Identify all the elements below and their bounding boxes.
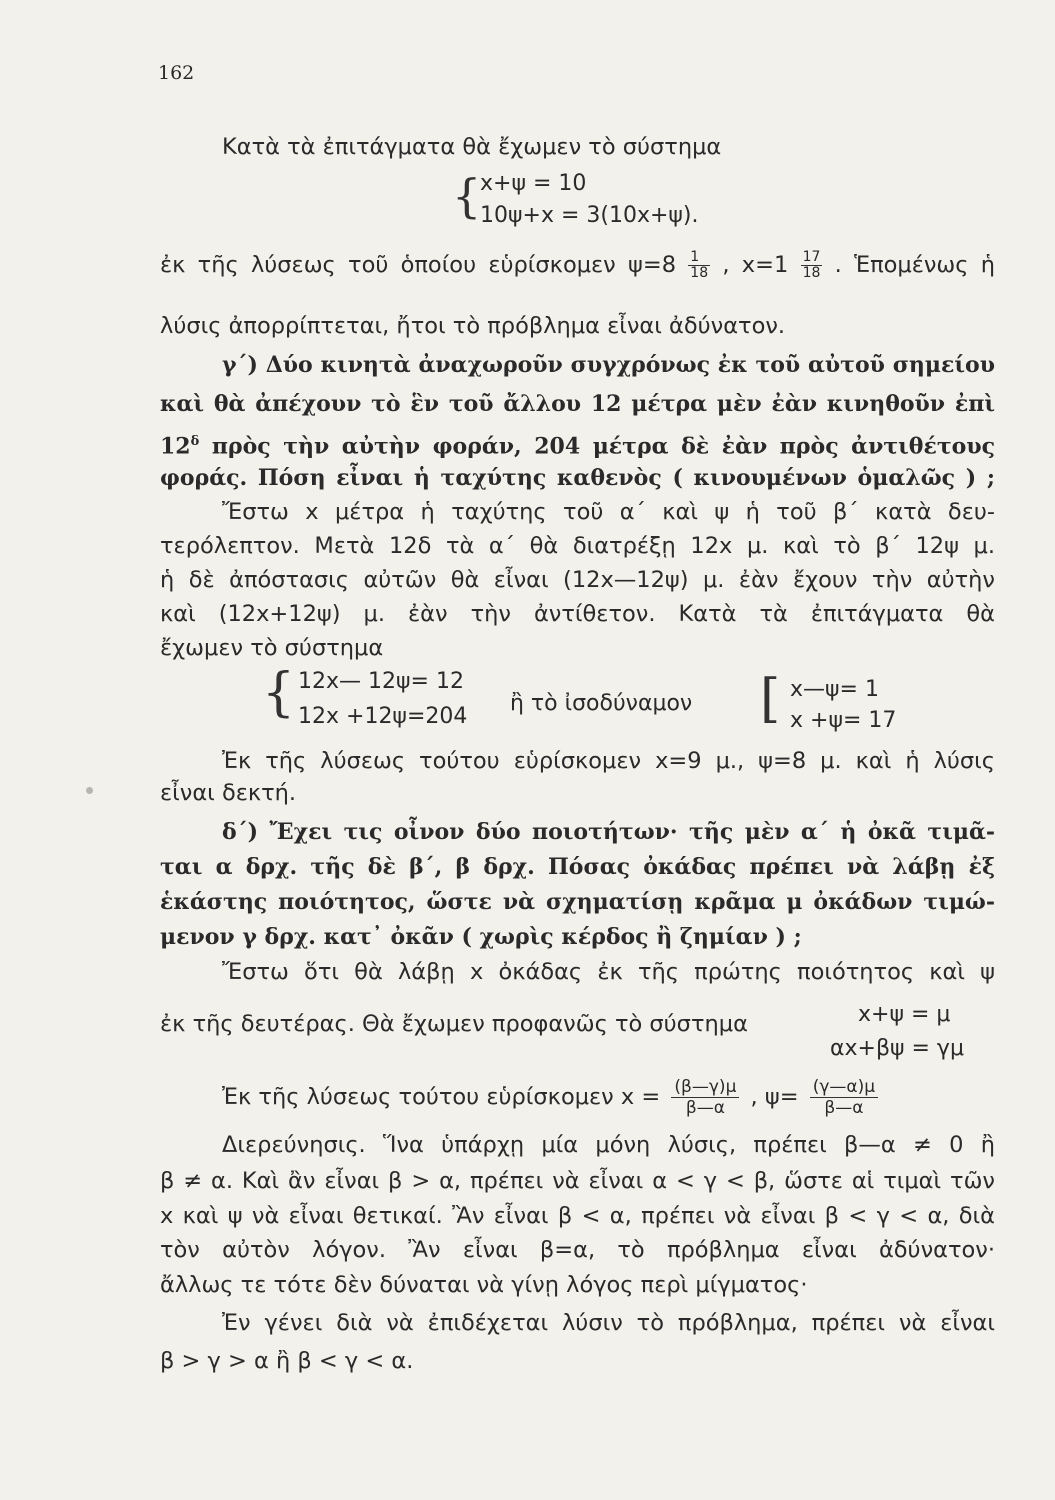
fraction — [810, 1077, 878, 1118]
fraction-numerator: 1 — [688, 250, 710, 266]
text-line — [160, 250, 995, 281]
text-line: τὸν αὐτὸν λόγον. Ἂν εἶναι β=α, τὸ πρόβλημα εἶναι ἀδύνατον· — [160, 1237, 995, 1263]
text-segment: ἐκ τῆς λύσεως τοῦ ὁποίου εὑρίσκομεν ψ=8 — [160, 252, 677, 278]
system-brace: { — [452, 169, 482, 223]
text-line: λύσις ἀπορρίπτεται, ἤτοι τὸ πρόβλημα εἶναι ἀδύνατον. — [160, 313, 786, 339]
fraction — [801, 250, 823, 281]
problem-text: φοράς. Πόση εἶναι ἡ ταχύτης καθενὸς ( κινουμένων ὁμαλῶς ) ; — [160, 465, 995, 491]
equation: 12x— 12ψ= 12 — [298, 669, 464, 694]
text-line: εἶναι δεκτή. — [160, 780, 297, 806]
fraction-numerator: (β—γ)μ — [671, 1077, 739, 1098]
text-segment: 12 — [160, 433, 191, 460]
equation: x—ψ= 1 — [790, 677, 879, 702]
text-line: Διερεύνησις. Ἵνα ὑπάρχῃ μία μόνη λύσις, πρέπει β—α ≠ 0 ἢ — [222, 1132, 995, 1158]
text-line: Ἐκ τῆς λύσεως τούτου εὑρίσκομεν x=9 μ., ψ=8 μ. καὶ ἡ λύσις — [222, 748, 995, 774]
problem-heading: δ΄) Ἔχει τις οἶνον δύο ποιοτήτων· τῆς μὲν α΄ ἡ ὀκᾶ τιμᾶ- — [222, 819, 995, 845]
text-line: Ἔστω x μέτρα ἡ ταχύτης τοῦ α΄ καὶ ψ ἡ τοῦ β΄ κατὰ δευ- — [222, 499, 995, 525]
fraction-denominator: β—α — [824, 1098, 864, 1118]
system-brace: { — [262, 663, 296, 723]
equation: 12x +12ψ=204 — [298, 704, 468, 729]
text-line — [222, 1077, 995, 1118]
text-line: ἄλλως τε τότε δὲν δύναται νὰ γίνῃ λόγος περὶ μίγματος· — [160, 1272, 808, 1298]
equation: x +ψ= 17 — [790, 708, 897, 733]
text-segment: . Ἑπομένως ἡ — [834, 252, 995, 278]
system-brace: [ — [760, 669, 781, 729]
text-line: ἡ δὲ ἀπόστασις αὐτῶν θὰ εἶναι (12x—12ψ) μ. ἐὰν ἔχουν τὴν αὐτὴν — [160, 567, 995, 593]
text-line: β ≠ α. Καὶ ἂν εἶναι β > α, πρέπει νὰ εἶναι α < γ < β, ὥστε αἱ τιμαὶ τῶν — [160, 1168, 995, 1194]
text-line: τερόλεπτον. Μετὰ 12δ τὰ α΄ θὰ διατρέξῃ 12x μ. καὶ τὸ β΄ 12ψ μ. — [160, 533, 995, 559]
text-segment: Ἐκ τῆς λύσεως τούτου εὑρίσκομεν x = — [222, 1084, 661, 1110]
text-line: Ἐν γένει διὰ νὰ ἐπιδέχεται λύσιν τὸ πρόβλημα, πρέπει νὰ εἶναι — [222, 1310, 995, 1336]
problem-heading: γ΄) Δύο κινητὰ ἀναχωροῦν συγχρόνως ἐκ τοῦ αὐτοῦ σημείου — [222, 352, 995, 378]
fraction — [671, 1077, 739, 1118]
fraction-numerator: (γ—α)μ — [810, 1077, 878, 1098]
fraction-denominator: β—α — [685, 1098, 725, 1118]
superscript: δ — [190, 434, 200, 449]
text-line: Κατὰ τὰ ἐπιτάγματα θὰ ἔχωμεν τὸ σύστημα — [222, 134, 722, 160]
text-line: καὶ (12x+12ψ) μ. ἐὰν τὴν ἀντίθετον. Κατὰ τὰ ἐπιτάγματα θὰ — [160, 601, 995, 627]
fraction — [688, 250, 710, 281]
equation: x+ψ = 10 — [480, 171, 587, 196]
equation-connector: ἢ τὸ ἰσοδύναμον — [510, 691, 693, 716]
equation: αx+βψ = γμ — [830, 1036, 964, 1061]
text-line: ἔχωμεν τὸ σύστημα — [160, 635, 384, 661]
equation: x+ψ = μ — [858, 1002, 951, 1027]
scan-speck — [86, 787, 93, 794]
problem-text: ἑκάστης ποιότητος, ὥστε νὰ σχηματίσῃ κρᾶμα μ ὀκάδων τιμώ- — [160, 889, 995, 915]
fraction-denominator: 18 — [690, 265, 709, 281]
text-line: x καὶ ψ νὰ εἶναι θετικαί. Ἂν εἶναι β < α, πρέπει νὰ εἶναι β < γ < α, διὰ — [160, 1203, 995, 1229]
page-number: 162 — [158, 62, 195, 84]
problem-text: ται α δρχ. τῆς δὲ β΄, β δρχ. Πόσας ὀκάδας πρέπει νὰ λάβῃ ἐξ — [160, 854, 995, 880]
equation: 10ψ+x = 3(10x+ψ). — [480, 203, 699, 228]
text-line: ἐκ τῆς δευτέρας. Θὰ ἔχωμεν προφανῶς τὸ σύστημα — [160, 1011, 748, 1037]
fraction-denominator: 18 — [802, 265, 821, 281]
problem-text: καὶ θὰ ἀπέχουν τὸ ἓν τοῦ ἄλλου 12 μέτρα μὲν ἐὰν κινηθοῦν ἐπὶ — [160, 391, 995, 417]
text-segment: , ψ= — [750, 1084, 799, 1110]
text-segment: , x=1 — [722, 252, 789, 278]
text-line: β > γ > α ἢ β < γ < α. — [160, 1348, 414, 1374]
fraction-numerator: 17 — [802, 249, 821, 265]
text-line: Ἔστω ὅτι θὰ λάβῃ x ὀκάδας ἐκ τῆς πρώτης ποιότητος καὶ ψ — [222, 959, 995, 985]
text-segment: πρὸς τὴν αὐτὴν φοράν, 204 μέτρα δὲ ἐὰν πρὸς ἀντιθέτους — [199, 433, 995, 460]
problem-text: μενον γ δρχ. κατ᾿ ὀκᾶν ( χωρὶς κέρδος ἢ ζημίαν ) ; — [160, 924, 802, 950]
problem-text — [160, 427, 995, 461]
